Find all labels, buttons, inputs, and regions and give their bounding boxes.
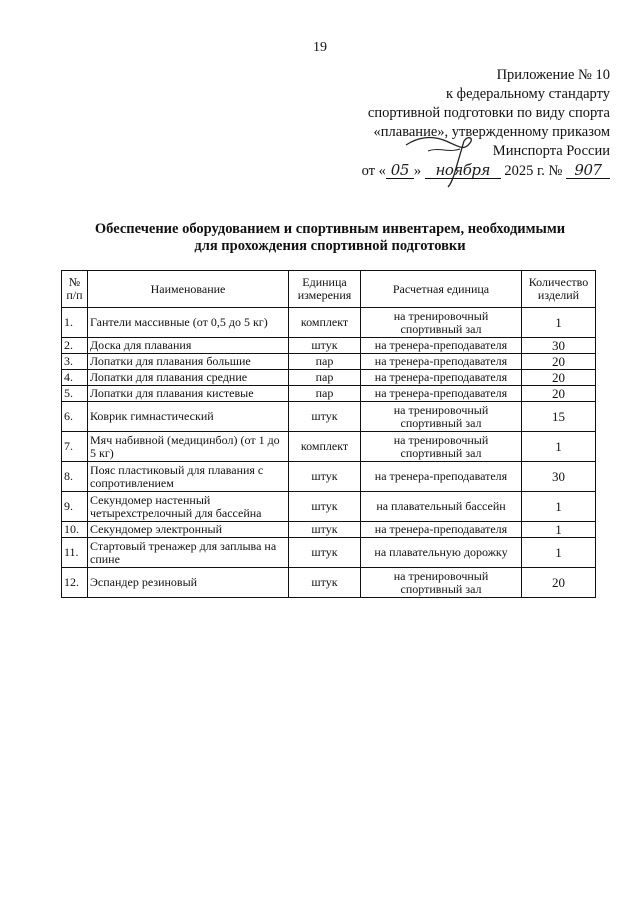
row-num: 4. [62,370,88,386]
order-number-handwritten: 907 [566,162,610,179]
table-row [62,568,596,598]
appendix-line-standard: к федеральному стандарту [446,86,610,102]
row-qty: 20 [522,386,596,402]
appendix-line-ministry: Минспорта России [492,143,610,159]
row-name: Эспандер резиновый [88,568,289,598]
row-name: Гантели массивные (от 0,5 до 5 кг) [88,308,289,338]
appendix-line-sport: спортивной подготовки по виду спорта [367,105,610,121]
row-unit: комплект [289,308,361,338]
row-calc: на тренера-преподавателя [361,338,522,354]
signature-mark [398,131,518,189]
equipment-table [61,270,596,598]
header-unit: Единица измерения [289,271,361,308]
row-calc: на тренера-преподавателя [361,522,522,538]
header-name: Наименование [88,271,289,308]
row-num: 11. [62,538,88,568]
header-num: № п/п [62,271,88,308]
row-name: Коврик гимнастический [88,402,289,432]
table-row [62,370,596,386]
row-qty: 20 [522,354,596,370]
row-name: Лопатки для плавания средние [88,370,289,386]
row-num: 10. [62,522,88,538]
row-unit: штук [289,338,361,354]
row-unit: штук [289,538,361,568]
row-qty: 20 [522,370,596,386]
document-title-line2: для прохождения спортивной подготовки [194,238,466,254]
table-row [62,402,596,432]
row-calc: на тренировочный спортивный зал [361,568,522,598]
document-title-line1: Обеспечение оборудованием и спортивным инвентарем, необходимыми [94,221,566,237]
row-unit: штук [289,462,361,492]
row-qty: 30 [522,338,596,354]
row-calc: на тренировочный спортивный зал [361,432,522,462]
appendix-line-order: «плавание», утвержденному приказом [373,124,610,140]
table-row [62,354,596,370]
row-qty: 1 [522,432,596,462]
row-name: Стартовый тренажер для заплыва на спине [88,538,289,568]
row-name: Секундомер электронный [88,522,289,538]
row-calc: на плавательную дорожку [361,538,522,568]
row-unit: штук [289,402,361,432]
row-num: 5. [62,386,88,402]
table-row [62,462,596,492]
row-name: Мяч набивной (медицинбол) (от 1 до 5 кг) [88,432,289,462]
row-name: Пояс пластиковый для плавания с сопротивлением [88,462,289,492]
row-num: 9. [62,492,88,522]
row-qty: 1 [522,538,596,568]
table-row [62,538,596,568]
table-row [62,338,596,354]
row-qty: 1 [522,492,596,522]
row-unit: штук [289,522,361,538]
row-num: 1. [62,308,88,338]
row-calc: на тренера-преподавателя [361,386,522,402]
row-calc: на плавательный бассейн [361,492,522,522]
document-title [60,221,600,255]
header-qty: Количество изделий [522,271,596,308]
date-day-handwritten: 05 [386,162,414,179]
row-calc: на тренировочный спортивный зал [361,308,522,338]
row-num: 7. [62,432,88,462]
table-header-row [62,271,596,308]
date-month-handwritten: ноября [425,162,501,179]
row-qty: 20 [522,568,596,598]
row-qty: 1 [522,522,596,538]
row-qty: 15 [522,402,596,432]
row-name: Лопатки для плавания кистевые [88,386,289,402]
row-num: 8. [62,462,88,492]
date-mid: » [413,163,422,179]
row-name: Лопатки для плавания большие [88,354,289,370]
header-calc: Расчетная единица [361,271,522,308]
table-row [62,432,596,462]
row-unit: пар [289,354,361,370]
row-num: 6. [62,402,88,432]
date-prefix: от « [361,163,386,179]
row-num: 2. [62,338,88,354]
page-number: 19 [313,40,327,55]
row-unit: пар [289,386,361,402]
row-unit: комплект [289,432,361,462]
table-row [62,308,596,338]
row-name: Доска для плавания [88,338,289,354]
table-row [62,522,596,538]
row-unit: пар [289,370,361,386]
table-row [62,386,596,402]
row-num: 12. [62,568,88,598]
row-num: 3. [62,354,88,370]
row-qty: 30 [522,462,596,492]
row-calc: на тренера-преподавателя [361,354,522,370]
row-calc: на тренера-преподавателя [361,462,522,492]
row-calc: на тренера-преподавателя [361,370,522,386]
row-name: Секундомер настенный четырехстрелочный для бассейна [88,492,289,522]
row-unit: штук [289,492,361,522]
row-unit: штук [289,568,361,598]
date-year: 2025 г. № [504,163,563,179]
table-row [62,492,596,522]
row-calc: на тренировочный спортивный зал [361,402,522,432]
row-qty: 1 [522,308,596,338]
appendix-title: Приложение № 10 [496,67,610,83]
